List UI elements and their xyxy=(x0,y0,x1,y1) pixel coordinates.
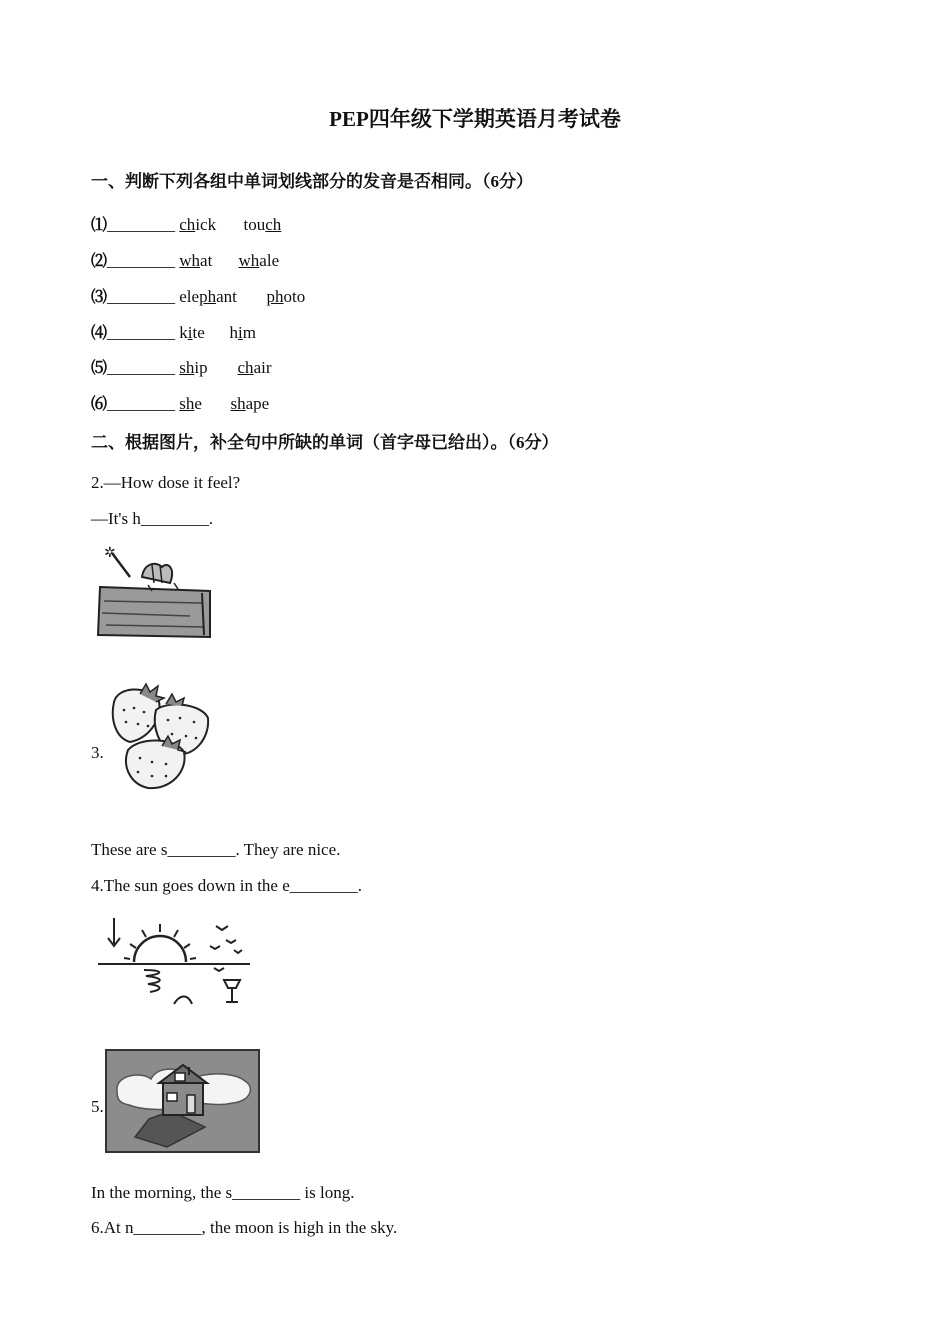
answer-blank: ________ xyxy=(107,323,176,342)
answer-blank: ________ xyxy=(107,358,176,377)
word-1: ship xyxy=(179,358,208,377)
question-6-sentence: 6.At n________, the moon is high in the sky. xyxy=(91,1218,398,1237)
question-3-sentence: These are s________. They are nice. xyxy=(91,840,341,859)
list-item xyxy=(91,355,272,378)
word-1: kite xyxy=(179,323,205,342)
word-2: photo xyxy=(266,287,306,306)
word-2: whale xyxy=(238,251,280,270)
list-item xyxy=(91,212,281,235)
question-5-number: 5. xyxy=(91,1097,104,1116)
wood-board-picture xyxy=(94,543,218,643)
answer-blank: ________ xyxy=(107,287,176,306)
list-item xyxy=(91,284,305,307)
word-1: elephant xyxy=(179,287,237,306)
item-number: ⑸ xyxy=(91,358,108,377)
word-1: she xyxy=(179,394,202,413)
question-4-sentence: 4.The sun goes down in the e________. xyxy=(91,876,363,895)
question-5-sentence: In the morning, the s________ is long. xyxy=(91,1183,355,1202)
strawberries-picture xyxy=(106,680,218,795)
question-2-line-2: —It's h________. xyxy=(91,509,214,528)
house-shadow-picture xyxy=(105,1049,260,1153)
word-2: chair xyxy=(237,358,272,377)
item-number: ⑶ xyxy=(91,287,108,306)
item-number: ⑵ xyxy=(91,251,108,270)
word-2: touch xyxy=(243,215,282,234)
question-3-number: 3. xyxy=(91,743,104,762)
question-2-line-1: 2.—How dose it feel? xyxy=(91,473,241,492)
answer-blank: ________ xyxy=(107,251,176,270)
section-2-heading: 二、根据图片，补全句中所缺的单词（首字母已给出）。（6分） xyxy=(91,433,559,452)
list-item xyxy=(91,320,256,343)
word-2: him xyxy=(229,323,256,342)
sunset-picture xyxy=(94,912,254,1012)
item-number: ⑷ xyxy=(91,323,108,342)
list-item xyxy=(91,391,269,414)
item-number: ⑹ xyxy=(91,394,108,413)
page-title: PEP四年级下学期英语月考试卷 xyxy=(329,107,621,131)
answer-blank: ________ xyxy=(107,394,176,413)
word-2: shape xyxy=(230,394,270,413)
svg-text:✲: ✲ xyxy=(104,545,116,561)
answer-blank: ________ xyxy=(107,215,176,234)
word-1: chick xyxy=(179,215,217,234)
section-1-heading: 一、判断下列各组中单词划线部分的发音是否相同。（6分） xyxy=(91,172,533,191)
item-number: ⑴ xyxy=(91,215,108,234)
list-item xyxy=(91,248,279,271)
word-1: what xyxy=(179,251,213,270)
